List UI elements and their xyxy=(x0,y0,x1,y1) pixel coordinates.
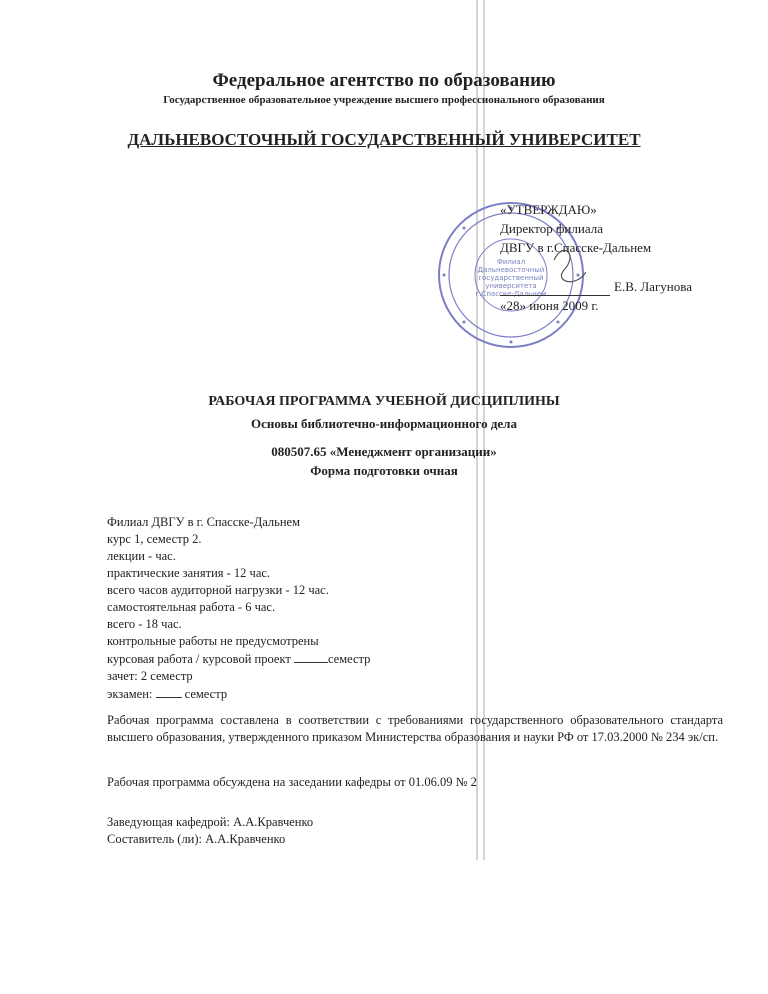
param-lectures: лекции - час. xyxy=(107,549,176,563)
department-head: Заведующая кафедрой: А.А.Кравченко xyxy=(107,815,314,829)
specialty-code: 080507.65 «Менеджмент организации» xyxy=(271,444,497,459)
approval-date: «28» июня 2009 г. xyxy=(500,298,599,313)
program-author: Составитель (ли): А.А.Кравченко xyxy=(107,832,286,846)
stamp-text: г.Спасске-Дальнем xyxy=(475,290,547,298)
stamp-text: университета xyxy=(485,282,537,290)
param-branch: Филиал ДВГУ в г. Спасске-Дальнем xyxy=(107,515,300,529)
approval-block xyxy=(500,200,692,315)
course-parameters xyxy=(107,514,370,703)
param-course: курс 1, семестр 2. xyxy=(107,532,202,546)
coursework-suffix: семестр xyxy=(327,652,371,666)
approval-heading: «УТВЕРЖДАЮ» xyxy=(500,202,597,217)
param-independent: самостоятельная работа - 6 час. xyxy=(107,600,276,614)
institution-name: Государственное образовательное учреждение высшего профессионального образования xyxy=(163,94,605,106)
exam-suffix: семестр xyxy=(184,687,228,701)
approval-branch: ДВГУ в г.Спасске-Дальнем xyxy=(500,240,652,255)
approval-position: Директор филиала xyxy=(500,221,603,236)
param-credit: зачет: 2 семестр xyxy=(107,669,193,683)
discussion-paragraph: Рабочая программа обсуждена на заседании кафедры от 01.06.09 № 2 xyxy=(107,775,477,789)
param-practice: практические занятия - 12 час. xyxy=(107,566,271,580)
stamp-text: Дальневосточный xyxy=(477,266,545,274)
document-title: РАБОЧАЯ ПРОГРАММА УЧЕБНОЙ ДИСЦИПЛИНЫ xyxy=(208,394,560,409)
signature-blank xyxy=(500,281,610,296)
param-classroom-total: всего часов аудиторной нагрузки - 12 час. xyxy=(107,583,329,597)
exam-label: экзамен: xyxy=(107,687,153,701)
coursework-blank xyxy=(294,650,328,663)
signer-name: Е.В. Лагунова xyxy=(614,279,692,294)
university-name: ДАЛЬНЕВОСТОЧНЫЙ ГОСУДАРСТВЕННЫЙ УНИВЕРСИТЕТ xyxy=(127,130,641,149)
param-exam xyxy=(107,685,370,703)
param-total: всего - 18 час. xyxy=(107,617,182,631)
param-tests: контрольные работы не предусмотрены xyxy=(107,634,319,648)
coursework-label: курсовая работа / курсовой проект xyxy=(107,652,291,666)
signatories xyxy=(107,814,723,848)
signature-line xyxy=(500,277,692,296)
discipline-name: Основы библиотечно-информационного дела xyxy=(251,416,517,431)
agency-name: Федеральное агентство по образованию xyxy=(212,70,556,91)
param-coursework xyxy=(107,650,370,668)
exam-blank xyxy=(156,685,182,698)
stamp-text: государственный xyxy=(478,274,544,282)
stamp-text: Филиал xyxy=(496,258,526,266)
standard-paragraph: Рабочая программа составлена в соответствии с требованиями государственного образовательного стандарта высшего образования, утвержденного приказом Министерства образования и науки РФ от 17.03.2000 № 234 эк/сп. xyxy=(107,713,723,744)
study-form: Форма подготовки очная xyxy=(310,463,458,478)
